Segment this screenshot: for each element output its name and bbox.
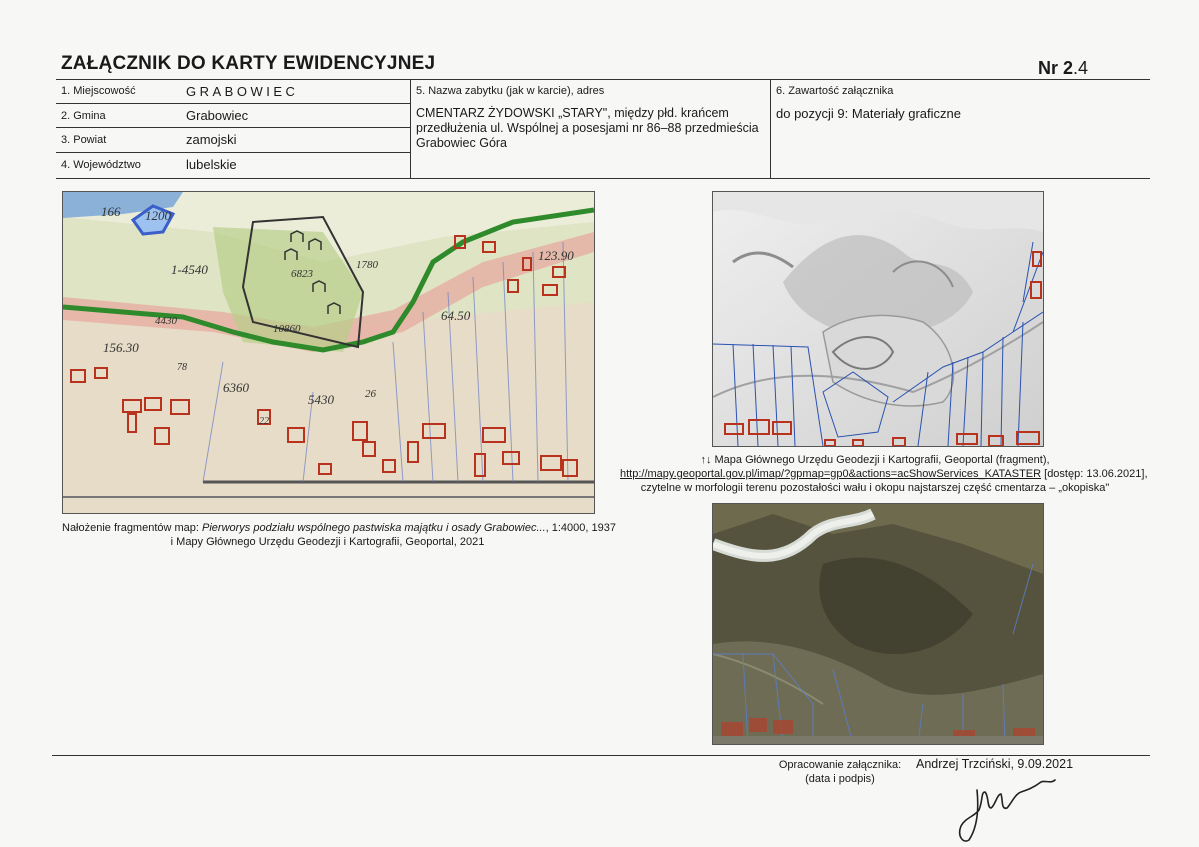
map-label-12390: 123.90 [538,248,574,263]
row-divider-3 [56,152,410,153]
right-caption-line2 [620,467,1148,481]
map-label-6823: 6823 [291,268,313,280]
field-label-powiat: 3. Powiat [61,134,107,146]
left-caption-line2: i Mapy Głównego Urzędu Geodezji i Kartografii, Geoportal, 2021 [170,536,485,548]
right-caption-line3: czytelne w morfologii terenu pozostałości wału i okopu najstarszej część cmentarza – „okopiska" [640,482,1110,494]
document-title: ZAŁĄCZNIK DO KARTY EWIDENCYJNEJ [61,53,436,74]
map-label-5430: 5430 [308,392,334,407]
field-label-wojewodztwo: 4. Województwo [61,159,141,171]
field-label-miejscowosc: 1. Miejscowość [61,85,136,97]
prepared-by-label [775,758,905,786]
map-label-6450: 64.50 [441,308,471,323]
left-figure-caption [62,521,616,549]
attachment-number [1038,58,1088,79]
right-caption-line1: ↑↓ Mapa Głównego Urzędu Geodezji i Kartografii, Geoportal (fragment), [700,454,1050,466]
relief-map [713,192,1043,446]
field-label-gmina: 2. Gmina [61,110,106,122]
orthophoto [713,504,1043,744]
left-caption-prefix: Nałożenie fragmentów map: [62,522,203,534]
orthophoto-figure [712,503,1044,745]
handwritten-signature [955,770,1065,845]
column-divider-1 [410,79,411,178]
row-divider-1 [56,103,410,104]
footer-rule [52,755,1150,756]
left-caption-scale: , 1:4000, 1937 [545,522,616,534]
right-caption-access-date: [dostęp: 13.06.2021], [1041,468,1148,480]
overlay-map [63,192,594,513]
field-value-wojewodztwo: lubelskie [186,157,237,172]
field-value-powiat: zamojski [186,132,237,147]
map-label-15630: 156.30 [103,340,139,355]
right-figure-caption [620,453,1148,495]
map-label-1200: 1200 [145,208,171,223]
map-label-4430: 4430 [155,315,177,327]
prepared-by-author: Andrzej Trzciński, 9.09.2021 [916,757,1074,771]
overlay-map-figure [62,191,595,514]
map-label-22: 22 [259,416,269,427]
row-divider-2 [56,127,410,128]
map-label-78: 78 [177,362,187,373]
table-bottom-rule [56,178,1150,179]
field-value-miejscowosc: GRABOWIEC [186,84,299,99]
map-label-4540: 1-4540 [171,262,208,277]
map-label-166: 166 [101,204,121,219]
map-label-10860: 10860 [273,323,301,335]
table-top-rule [56,79,1150,80]
prepared-by-label-line2: (data i podpis) [805,773,875,785]
relief-map-figure [712,191,1044,447]
field-value-zawartosc: do pozycji 9: Materiały graficzne [776,106,961,121]
left-caption-line1 [62,521,616,535]
field-label-zawartosc: 6. Zawartość załącznika [776,85,894,97]
left-caption-source-title: Pierworys podziału wspólnego pastwiska majątku i osady Grabowiec... [202,522,546,534]
attachment-number-suffix: .4 [1073,58,1089,78]
map-label-1780: 1780 [356,259,378,271]
field-value-gmina: Grabowiec [186,108,249,123]
field-value-nazwa: CMENTARZ ŻYDOWSKI „STARY", między płd. krańcem przedłużenia ul. Wspólnej a posesjami nr 86–88 przedmieścia Grabowiec Góra [416,106,759,150]
field-label-nazwa: 5. Nazwa zabytku (jak w karcie), adres [416,85,605,97]
prepared-by-label-line1: Opracowanie załącznika: [778,759,902,771]
geoportal-link[interactable]: http://mapy.geoportal.gov.pl/imap/?gpmap=gp0&actions=acShowServices_KATASTER [620,468,1042,480]
column-divider-2 [770,79,771,178]
map-label-26: 26 [365,388,376,400]
map-label-6360: 6360 [223,380,249,395]
attachment-number-main: Nr 2 [1038,58,1074,78]
